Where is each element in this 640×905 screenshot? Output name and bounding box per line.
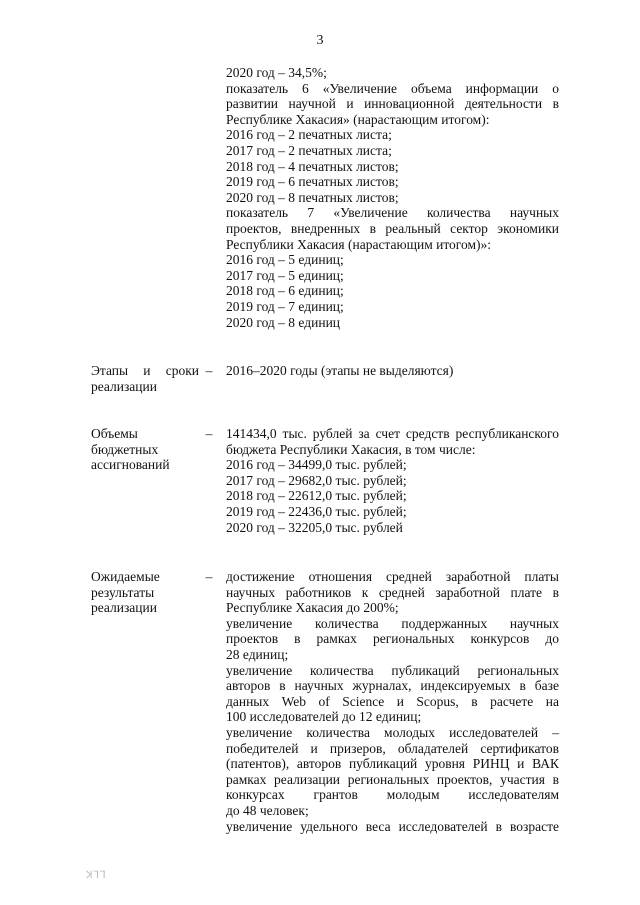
value-line: увеличение удельного веса исследователей в возрасте xyxy=(226,818,559,834)
value-line: авторов в научных журналах, индексируемых в базе xyxy=(226,678,559,694)
indicator-line: 2020 год – 8 единиц xyxy=(226,314,341,330)
value-line: 141434,0 тыс. рублей за счет средств республиканского xyxy=(226,426,559,441)
value-line: бюджета Республики Хакасия, в том числе: xyxy=(226,441,476,457)
indicator-line: Республики Хакасия (нарастающим итогом)»: xyxy=(226,236,492,252)
row-label xyxy=(91,569,203,616)
indicator-line: 2020 год – 34,5%; xyxy=(226,65,327,80)
value-line: 28 единиц; xyxy=(226,646,289,662)
indicator-line: 2019 год – 7 единиц; xyxy=(226,298,344,314)
value-line: данных Web of Science и Scopus, в расчете на xyxy=(226,693,559,709)
indicators-continuation xyxy=(226,65,559,330)
value-line: (патентов), авторов публикаций уровня РИНЦ и ВАК xyxy=(226,756,559,772)
page-number: 3 xyxy=(316,33,324,48)
value-line: увеличение количества молодых исследователей – xyxy=(226,724,559,740)
value-line: до 48 человек; xyxy=(226,802,309,818)
value-line: рамках реализации региональных проектов, участия в xyxy=(226,771,559,787)
row-dash: – xyxy=(205,569,213,584)
indicator-line: Республике Хакасия» (нарастающим итогом): xyxy=(226,111,490,127)
indicator-line: показатель 7 «Увеличение количества научных xyxy=(226,205,559,221)
indicator-line: 2020 год – 8 печатных листов; xyxy=(226,189,399,205)
row-dash: – xyxy=(205,426,213,441)
label-line: бюджетных xyxy=(91,441,159,457)
value-line: 2020 год – 32205,0 тыс. рублей xyxy=(226,519,403,535)
indicator-line: проектов, внедренных в реальный сектор экономики xyxy=(226,220,559,236)
value-line: 2016–2020 годы (этапы не выделяются) xyxy=(226,363,454,378)
indicator-line: 2019 год – 6 печатных листов; xyxy=(226,174,399,190)
row-value xyxy=(226,426,559,535)
indicator-line: 2016 год – 5 единиц; xyxy=(226,252,344,268)
scan-mark: ꓘ⅂⅂ xyxy=(86,870,107,881)
indicator-line: 2017 год – 2 печатных листа; xyxy=(226,142,392,158)
value-line: Республике Хакасия до 200%; xyxy=(226,600,399,616)
indicator-line: 2018 год – 6 единиц; xyxy=(226,283,344,299)
label-line: результаты xyxy=(91,584,155,600)
row-label xyxy=(91,363,203,394)
value-line: увеличение количества публикаций региональных xyxy=(226,662,559,678)
value-line: 2018 год – 22612,0 тыс. рублей; xyxy=(226,488,407,504)
label-line: Объемы xyxy=(91,426,138,441)
value-line: достижение отношения средней заработной платы xyxy=(226,569,559,584)
value-line: конкурсах грантов молодым исследователям xyxy=(226,787,559,803)
row-value xyxy=(226,363,559,379)
indicator-line: показатель 6 «Увеличение объема информации о xyxy=(226,80,559,96)
row-value xyxy=(226,569,559,834)
value-line: 2017 год – 29682,0 тыс. рублей; xyxy=(226,472,407,488)
value-line: победителей и призеров, обладателей сертификатов xyxy=(226,740,559,756)
value-line: 2016 год – 34499,0 тыс. рублей; xyxy=(226,457,407,473)
indicator-line: 2017 год – 5 единиц; xyxy=(226,267,344,283)
value-line: 2019 год – 22436,0 тыс. рублей; xyxy=(226,503,407,519)
row-label xyxy=(91,426,203,473)
value-line: увеличение количества поддержанных научных xyxy=(226,615,559,631)
label-line: реализации xyxy=(91,600,157,616)
row-dash: – xyxy=(205,363,213,378)
label-line: Этапы и сроки xyxy=(91,363,199,378)
label-line: реализации xyxy=(91,378,157,394)
value-line: проектов в рамках региональных конкурсов до xyxy=(226,631,559,647)
indicator-line: развитии научной и инновационной деятельности в xyxy=(226,96,559,112)
value-line: 100 исследователей до 12 единиц; xyxy=(226,709,422,725)
value-line: научных работников к средней заработной плате в xyxy=(226,584,559,600)
indicator-line: 2016 год – 2 печатных листа; xyxy=(226,127,392,143)
indicator-line: 2018 год – 4 печатных листов; xyxy=(226,158,399,174)
label-line: Ожидаемые xyxy=(91,569,160,584)
label-line: ассигнований xyxy=(91,457,170,473)
